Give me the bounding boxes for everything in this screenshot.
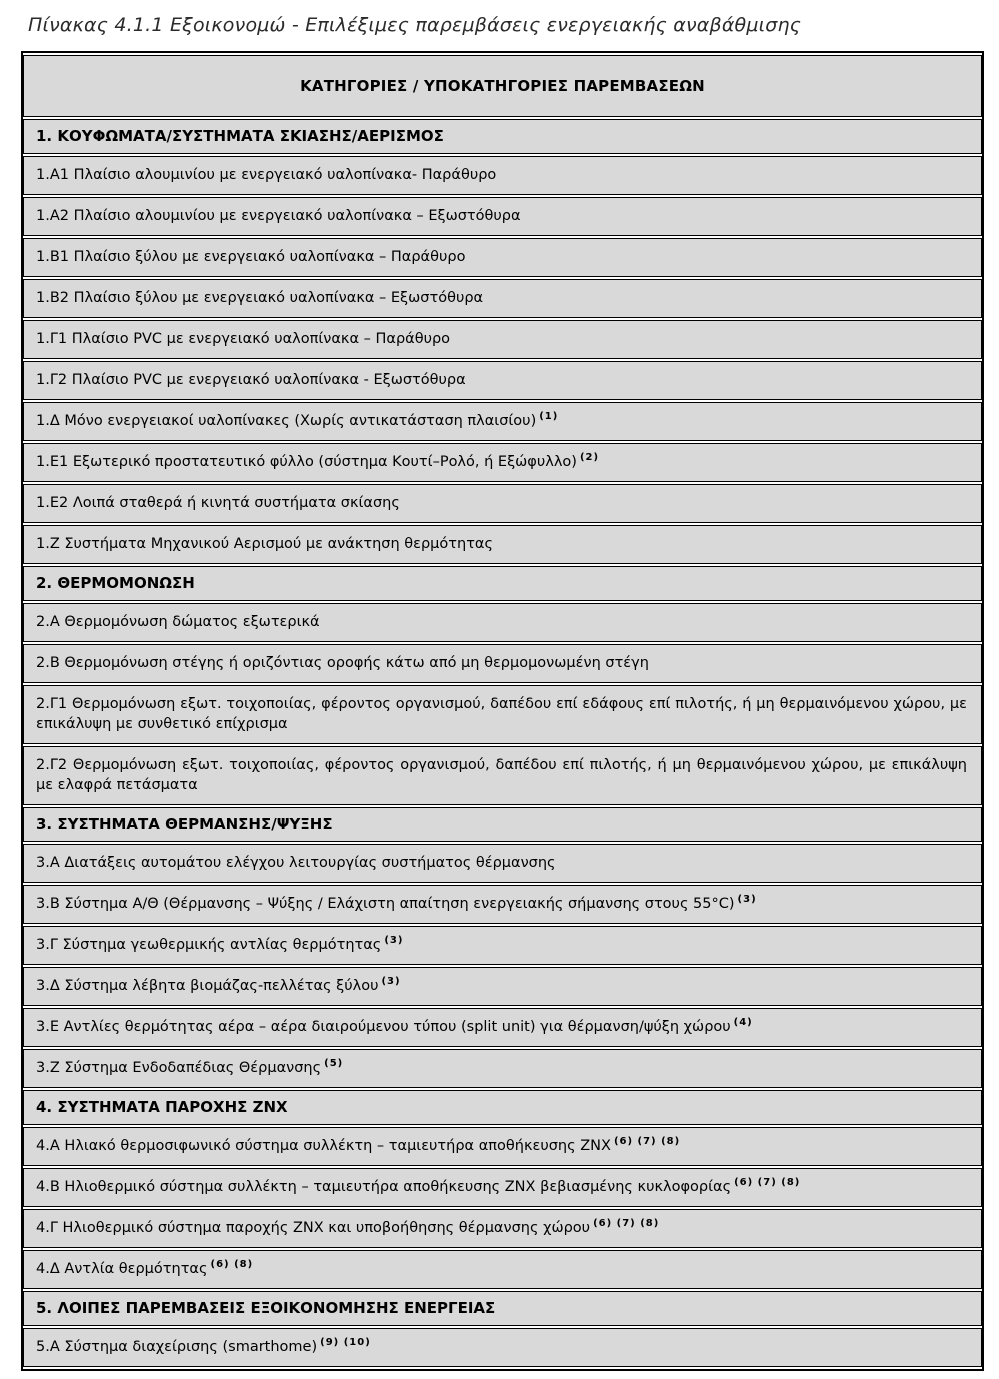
footnote-marker: (3): [737, 894, 757, 906]
intervention-label: 4.Α Ηλιακό θερμοσιφωνικό σύστημα συλλέκτη – ταμιευτήρα αποθήκευσης ΖΝΧ $^{(6) (7) (8)}$: [23, 1127, 982, 1166]
item-row: [23, 967, 982, 1006]
item-row: [23, 844, 982, 883]
item-row: [23, 156, 982, 195]
category-row: [23, 566, 982, 601]
item-row: [23, 443, 982, 482]
item-row: [23, 238, 982, 277]
footnote-marker: (5): [324, 1058, 344, 1070]
category-label: 2. ΘΕΡΜΟΜΟΝΩΣΗ: [23, 566, 982, 601]
category-label: 4. ΣΥΣΤΗΜΑΤΑ ΠΑΡΟΧΗΣ ΖΝΧ: [23, 1090, 982, 1125]
intervention-label: 2.Α Θερμομόνωση δώματος εξωτερικά: [23, 603, 982, 642]
intervention-label: 1.Β1 Πλαίσιο ξύλου με ενεργειακό υαλοπίνακα – Παράθυρο: [23, 238, 982, 277]
item-row: [23, 484, 982, 523]
table-caption: Πίνακας 4.1.1 Εξοικονομώ - Επιλέξιμες παρεμβάσεις ενεργειακής αναβάθμισης: [28, 14, 802, 36]
intervention-label: 1.Α1 Πλαίσιο αλουμινίου με ενεργειακό υαλοπίνακα- Παράθυρο: [23, 156, 982, 195]
intervention-label: 2.Γ2 Θερμομόνωση εξωτ. τοιχοποιίας, φέροντος οργανισμού, δαπέδου επί πιλοτής, ή μη θερμαινόμενου χώρου, με επικάλυψη με ελαφρά πετάσματα: [23, 746, 982, 805]
footnote-marker: (9) (10): [320, 1337, 371, 1349]
intervention-label: 3.Β Σύστημα Α/Θ (Θέρμανσης – Ψύξης / Ελάχιστη απαίτηση ενεργειακής σήμανσης στους 55°C) $^{(3)}$: [23, 885, 982, 924]
item-row: [23, 1250, 982, 1289]
category-label: 5. ΛΟΙΠΕΣ ΠΑΡΕΜΒΑΣΕΙΣ ΕΞΟΙΚΟΝΟΜΗΣΗΣ ΕΝΕΡΓΕΙΑΣ: [23, 1291, 982, 1326]
category-label: 3. ΣΥΣΤΗΜΑΤΑ ΘΕΡΜΑΝΣΗΣ/ΨΥΞΗΣ: [23, 807, 982, 842]
footnote-marker: (6) (7) (8): [734, 1177, 801, 1189]
item-row: [23, 402, 982, 441]
intervention-label: 3.Γ Σύστημα γεωθερμικής αντλίας θερμότητας $^{(3)}$: [23, 926, 982, 965]
category-row: [23, 807, 982, 842]
item-row: [23, 1127, 982, 1166]
item-row: [23, 746, 982, 805]
intervention-label: 4.Γ Ηλιοθερμικό σύστημα παροχής ΖΝΧ και υποβοήθησης θέρμανσης χώρου $^{(6) (7) (8)}$: [23, 1209, 982, 1248]
footnote-marker: (1): [539, 411, 559, 423]
intervention-label: 1.Γ2 Πλαίσιο PVC με ενεργειακό υαλοπίνακα - Εξωστόθυρα: [23, 361, 982, 400]
footnote-marker: (3): [384, 935, 404, 947]
intervention-label: 3.Δ Σύστημα λέβητα βιομάζας-πελλέτας ξύλου $^{(3)}$: [23, 967, 982, 1006]
intervention-label: 1.Ζ Συστήματα Μηχανικού Αερισμού με ανάκτηση θερμότητας: [23, 525, 982, 564]
intervention-label: 1.Β2 Πλαίσιο ξύλου με ενεργειακό υαλοπίνακα – Εξωστόθυρα: [23, 279, 982, 318]
intervention-label: 4.Δ Αντλία θερμότητας $^{(6) (8)}$: [23, 1250, 982, 1289]
item-row: [23, 279, 982, 318]
item-row: [23, 685, 982, 744]
category-row: [23, 119, 982, 154]
footnote-marker: (6) (7) (8): [613, 1136, 681, 1148]
intervention-label: 3.Ε Αντλίες θερμότητας αέρα – αέρα διαιρούμενου τύπου (split unit) για θέρμανση/ψύξη χώρου $^{(4)}$: [23, 1008, 982, 1047]
category-row: [23, 1090, 982, 1125]
interventions-table: [21, 51, 984, 1371]
item-row: [23, 361, 982, 400]
item-row: [23, 1328, 982, 1367]
item-row: [23, 1049, 982, 1088]
item-row: [23, 926, 982, 965]
item-row: [23, 525, 982, 564]
item-row: [23, 1008, 982, 1047]
intervention-label: 3.Α Διατάξεις αυτομάτου ελέγχου λειτουργίας συστήματος θέρμανσης: [23, 844, 982, 883]
item-row: [23, 885, 982, 924]
intervention-label: 2.Γ1 Θερμομόνωση εξωτ. τοιχοποιίας, φέροντος οργανισμού, δαπέδου επί εδάφους επί πιλοτής, ή μη θερμαινόμενου χώρου, με επικάλυψη με συνθετικό επίχρισμα: [23, 685, 982, 744]
intervention-label: 2.Β Θερμομόνωση στέγης ή οριζόντιας οροφής κάτω από μη θερμομονωμένη στέγη: [23, 644, 982, 683]
footnote-marker: (3): [381, 976, 401, 988]
table-body: [23, 119, 982, 1367]
table-head: [23, 55, 982, 117]
category-row: [23, 1291, 982, 1326]
item-row: [23, 644, 982, 683]
item-row: [23, 1209, 982, 1248]
footnote-marker: (6) (8): [210, 1259, 254, 1271]
intervention-label: 1.Ε2 Λοιπά σταθερά ή κινητά συστήματα σκίασης: [23, 484, 982, 523]
intervention-label: 5.Α Σύστημα διαχείρισης (smarthome) $^{(9) (10)}$: [23, 1328, 982, 1367]
item-row: [23, 197, 982, 236]
intervention-label: 1.Γ1 Πλαίσιο PVC με ενεργειακό υαλοπίνακα – Παράθυρο: [23, 320, 982, 359]
intervention-label: 4.Β Ηλιοθερμικό σύστημα συλλέκτη – ταμιευτήρα αποθήκευσης ΖΝΧ βεβιασμένης κυκλοφορίας $^{(6) (7) (8)}$: [23, 1168, 982, 1207]
intervention-label: 1.Δ Μόνο ενεργειακοί υαλοπίνακες (Χωρίς αντικατάσταση πλαισίου) $^{(1)}$: [23, 402, 982, 441]
category-label: 1. ΚΟΥΦΩΜΑΤΑ/ΣΥΣΤΗΜΑΤΑ ΣΚΙΑΣΗΣ/ΑΕΡΙΣΜΟΣ: [23, 119, 982, 154]
footnote-marker: (2): [579, 452, 600, 464]
intervention-label: 3.Ζ Σύστημα Ενδοδαπέδιας Θέρμανσης $^{(5)}$: [23, 1049, 982, 1088]
table-header-label: ΚΑΤΗΓΟΡΙΕΣ / ΥΠΟΚΑΤΗΓΟΡΙΕΣ ΠΑΡΕΜΒΑΣΕΩΝ: [23, 55, 982, 117]
footnote-marker: (6) (7) (8): [593, 1218, 660, 1230]
item-row: [23, 603, 982, 642]
header-row: [23, 55, 982, 117]
intervention-label: 1.Α2 Πλαίσιο αλουμινίου με ενεργειακό υαλοπίνακα – Εξωστόθυρα: [23, 197, 982, 236]
intervention-label: 1.Ε1 Εξωτερικό προστατευτικό φύλλο (σύστημα Κουτί–Ρολό, ή Εξώφυλλο) $^{(2)}$: [23, 443, 982, 482]
item-row: [23, 1168, 982, 1207]
item-row: [23, 320, 982, 359]
footnote-marker: (4): [733, 1017, 753, 1029]
